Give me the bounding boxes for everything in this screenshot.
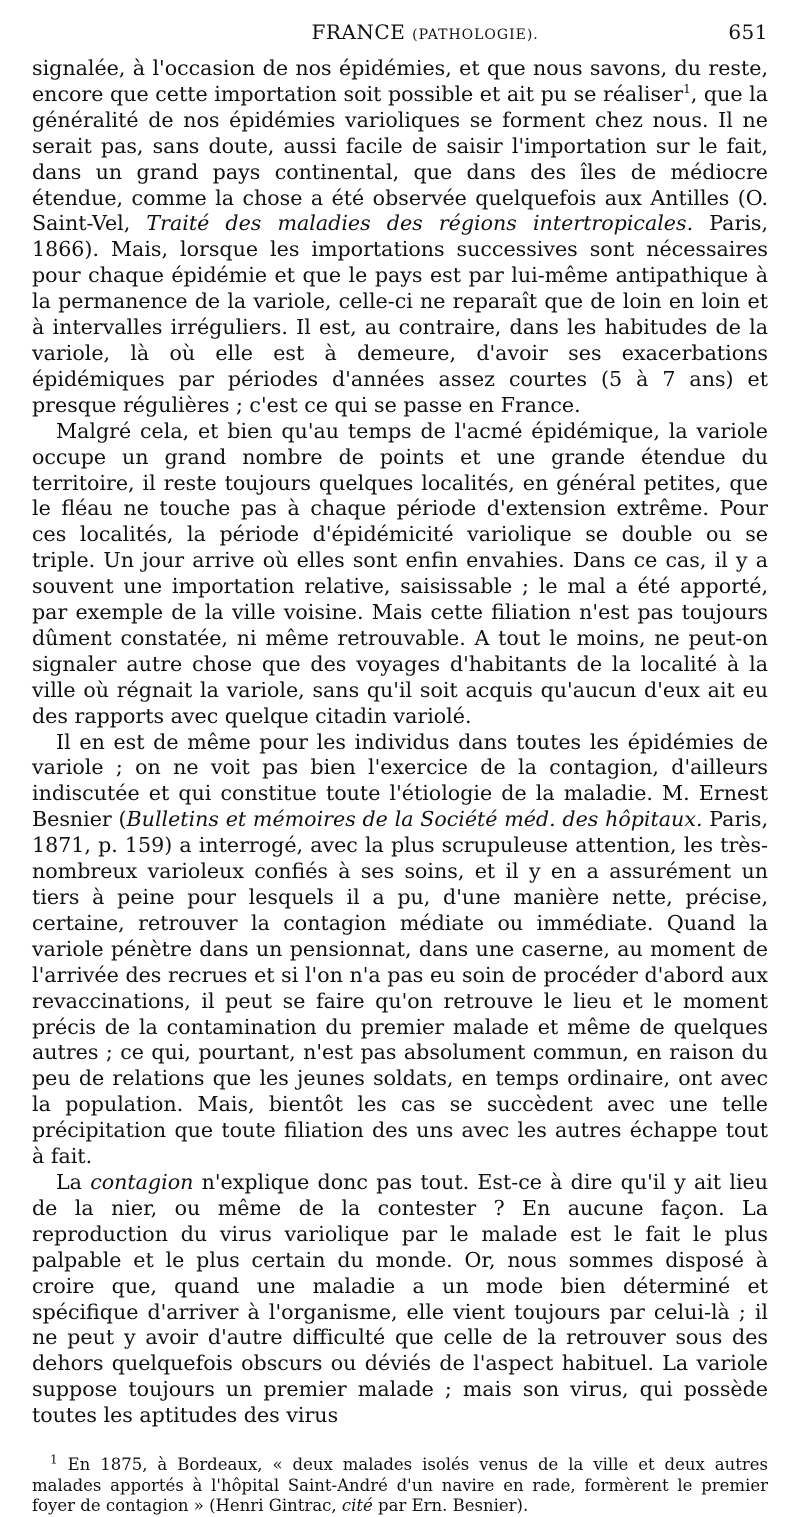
paragraph [32, 730, 768, 1170]
text-segment: , que la généralité de nos épidémies varioliques se forment chez nous. Il ne serait pas, sans doute, aussi facile de saisir l'importation sur le fait, dans un grand pays continental, que dans des îles de médiocre étendue, comme la chose a été observée quelquefois aux Antilles (O. Saint-Vel, [32, 81, 768, 236]
page [32, 20, 768, 1517]
italic-text: Bulletins et mémoires de la Société méd. des hôpitaux. [126, 807, 703, 832]
footnote [32, 1452, 768, 1517]
footnote-marker: 1 [50, 1452, 58, 1467]
text-segment: En 1875, à Bordeaux, « deux malades isolés venus de la ville et deux autres malades apportés à l'hôpital Saint-André d'un navire en rade, formèrent le premier foyer de contagion » (Henri Gintrac, [32, 1455, 768, 1516]
text-segment: La [56, 1169, 91, 1194]
running-title-sub: (PATHOLOGIE). [412, 27, 539, 43]
text-segment: Paris, 1866). Mais, lorsque les importations successives sont nécessaires pour chaque épidémie et que le pays est par lui-même antipathique à la permanence de la variole, celle-ci ne reparaît que de loin en loin et à intervalles irréguliers. Il est, au contraire, dans les habitudes de la variole, là où elle est à demeure, d'avoir ses exacerbations épidémiques par périodes d'années assez courtes (5 à 7 ans) et presque régulières ; c'est ce qui se passe en France. [32, 211, 768, 417]
text-segment: Il en est de même pour les individus dans toutes les épidémies de variole ; on ne voit pas bien l'exercice de la contagion, d'ailleurs indiscutée et qui constitue toute l'étiologie de la maladie. M. Ernest Besnier ( [32, 729, 768, 832]
paragraph [32, 56, 768, 419]
italic-text: Traité des maladies des régions intertropicales. [146, 211, 694, 236]
running-title [92, 20, 728, 44]
text-segment: par Ern. Besnier). [372, 1496, 529, 1516]
italic-text: cité [341, 1496, 373, 1516]
text-segment: Malgré cela, et bien qu'au temps de l'acmé épidémique, la variole occupe un grand nombre de points et une grande étendue du territoire, il reste toujours quelques localités, en général petites, que le fléau ne touche pas à chaque période d'extension extrême. Pour ces localités, la période d'épidémicité variolique se double ou se triple. Un jour arrive où elles sont enfin envahies. Dans ce cas, il y a souvent une importation relative, saisissable ; le mal a été apporté, par exemple de la ville voisine. Mais cette filiation n'est pas toujours dûment constatée, ni même retrouvable. A tout le moins, ne peut-on signaler autre chose que des voyages d'habitants de la localité à la ville où régnait la variole, sans qu'il soit acquis qu'aucun d'eux ait eu des rapports avec quelque citadin variolé. [32, 418, 768, 728]
footnote-marker: 1 [683, 82, 691, 97]
running-title-main: FRANCE [311, 20, 406, 44]
page-number: 651 [728, 20, 768, 44]
italic-text: contagion [90, 1169, 194, 1194]
running-header [32, 20, 768, 52]
body-text [32, 56, 768, 1429]
text-segment: n'explique donc pas tout. Est-ce à dire qu'il y ait lieu de la nier, ou même de la contester ? En aucune façon. La reproduction du virus variolique par le malade est le fait le plus palpable et le plus certain du monde. Or, nous sommes disposé à croire que, quand une maladie a un mode bien déterminé et spécifique d'arriver à l'organisme, elle vient toujours par celui-là ; il ne peut y avoir d'autre difficulté que celle de la retrouver sous des dehors quelquefois obscurs ou déviés de l'aspect habituel. La variole suppose toujours un premier malade ; mais son virus, qui possède toutes les aptitudes des virus [32, 1169, 769, 1428]
text-segment: signalée, à l'occasion de nos épidémies, et que nous savons, du reste, encore que cette importation soit possible et ait pu se réaliser [32, 56, 768, 106]
paragraph [32, 419, 768, 730]
paragraph [32, 1170, 768, 1429]
text-segment: Paris, 1871, p. 159) a interrogé, avec la plus scrupuleuse attention, les très-nombreux varioleux confiés à ses soins, et il y en a assurément un tiers à peine pour lesquels il a pu, d'une manière nette, précise, certaine, retrouver la contagion médiate ou immédiate. Quand la variole pénètre dans un pensionnat, dans une caserne, au moment de l'arrivée des recrues et si l'on n'a pas eu soin de procéder d'abord aux revaccinations, il peut se faire qu'on retrouve le lieu et le moment précis de la contamination du premier malade et même de quelques autres ; ce qui, pourtant, n'est pas absolument commun, en raison du peu de relations que les jeunes soldats, en temps ordinaire, ont avec la population. Mais, bientôt les cas se succèdent avec une telle précipitation que toute filiation des uns avec les autres échappe tout à fait. [32, 807, 768, 1169]
